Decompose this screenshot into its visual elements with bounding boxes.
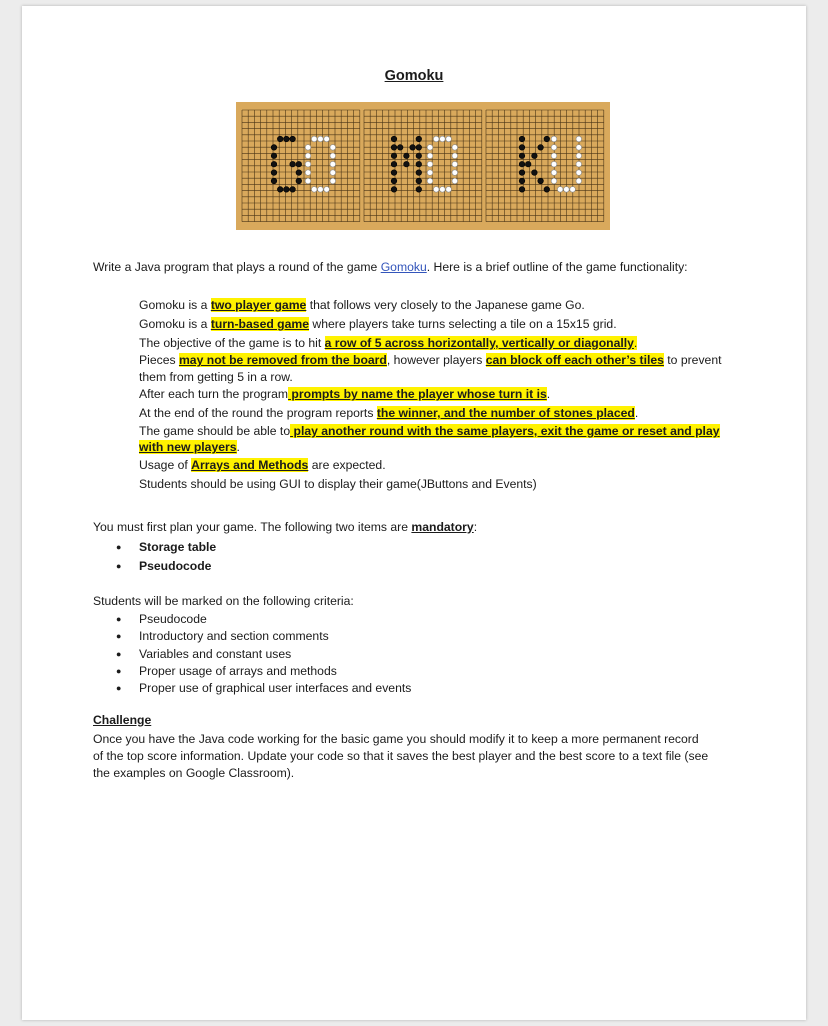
stone (557, 187, 563, 193)
stone (452, 170, 458, 176)
stone (330, 161, 336, 167)
stone (397, 145, 403, 151)
stone (416, 178, 422, 184)
stone (305, 161, 311, 167)
stone (271, 170, 277, 176)
stone (290, 187, 296, 193)
stone (576, 161, 582, 167)
gomoku-board-svg (236, 102, 610, 230)
stone (271, 161, 277, 167)
challenge-line: of the top score information. Update your code so that it saves the best player and the best score to a text file (see (93, 749, 709, 763)
stone (551, 178, 557, 184)
stone (284, 187, 290, 193)
outline-line: with new players. (139, 440, 240, 455)
list-item: ● Proper use of graphical user interfaces and events (93, 680, 411, 697)
list-item: ● Storage table (93, 538, 216, 557)
stone (551, 153, 557, 159)
outline-line: The objective of the game is to hit a row of 5 across horizontally, vertically or diagonally. (139, 335, 638, 350)
stone (576, 136, 582, 142)
challenge-heading: Challenge (93, 713, 152, 727)
stone (416, 170, 422, 176)
stone (305, 170, 311, 176)
stone (427, 178, 433, 184)
list-item: ● Proper usage of arrays and methods (93, 663, 411, 680)
stone (296, 178, 302, 184)
stone (427, 153, 433, 159)
outline-line: Students should be using GUI to display their game(JButtons and Events) (139, 476, 537, 491)
criteria-list (93, 611, 411, 697)
stone (271, 145, 277, 151)
stone (576, 170, 582, 176)
stone (446, 187, 452, 193)
plan-paragraph: You must first plan your game. The following two items are mandatory: (93, 520, 478, 534)
stone (538, 178, 544, 184)
stone (311, 136, 317, 142)
challenge-line: the examples on Google Classroom). (93, 766, 295, 780)
page-title: Gomoku (384, 68, 444, 84)
stone (532, 153, 538, 159)
stone (330, 178, 336, 184)
criteria-heading: Students will be marked on the following criteria: (93, 594, 354, 608)
stone (391, 161, 397, 167)
game-outline (139, 296, 722, 494)
stone (551, 136, 557, 142)
stone (296, 161, 302, 167)
challenge-paragraph (93, 731, 708, 782)
stone (318, 187, 324, 193)
stone (277, 136, 283, 142)
stone (324, 187, 330, 193)
stone (544, 187, 550, 193)
stone (532, 170, 538, 176)
stone (330, 170, 336, 176)
list-item: ● Introductory and section comments (93, 628, 411, 645)
stone (440, 187, 446, 193)
stone (391, 178, 397, 184)
stone (452, 145, 458, 151)
stone (271, 178, 277, 184)
stone (305, 145, 311, 151)
stone (330, 153, 336, 159)
stone (576, 153, 582, 159)
stone (433, 136, 439, 142)
stone (564, 187, 570, 193)
stone (519, 145, 525, 151)
stone (427, 170, 433, 176)
stone (416, 161, 422, 167)
stone (427, 161, 433, 167)
stone (576, 145, 582, 151)
stone (525, 161, 531, 167)
outline-line: Gomoku is a two player game that follows very closely to the Japanese game Go. (139, 298, 585, 312)
stone (416, 153, 422, 159)
stone (290, 136, 296, 142)
stone (305, 153, 311, 159)
stone (305, 178, 311, 184)
stone (427, 145, 433, 151)
stone (416, 187, 422, 193)
outline-line: The game should be able to play another round with the same players, exit the game or reset and play (139, 423, 720, 438)
outline-line: Gomoku is a turn-based game where players take turns selecting a tile on a 15x15 grid. (139, 316, 617, 331)
stone (391, 136, 397, 142)
mandatory-label: mandatory (411, 520, 474, 534)
gomoku-board-image (236, 102, 610, 230)
stone (538, 145, 544, 151)
stone (452, 161, 458, 167)
stone (391, 187, 397, 193)
stone (311, 187, 317, 193)
list-item: ● Variables and constant uses (93, 646, 411, 663)
stone (544, 136, 550, 142)
list-item: ● Pseudocode (93, 611, 411, 628)
stone (576, 178, 582, 184)
outline-line: Pieces may not be removed from the board, however players can block off each other’s tiles to prevent (139, 353, 722, 368)
stone (551, 170, 557, 176)
outline-line: After each turn the program prompts by name the player whose turn it is. (139, 387, 551, 402)
outline-line: At the end of the round the program reports the winner, and the number of stones placed. (139, 406, 639, 421)
document-page (22, 6, 806, 1020)
stone (519, 170, 525, 176)
stone (551, 145, 557, 151)
stone (391, 170, 397, 176)
stone (440, 136, 446, 142)
stone (330, 145, 336, 151)
stone (284, 136, 290, 142)
outline-line: them from getting 5 in a row. (139, 369, 293, 384)
stone (519, 161, 525, 167)
stone (404, 153, 410, 159)
challenge-line: Once you have the Java code working for the basic game you should modify it to keep a more permanent record (93, 732, 699, 746)
stone (519, 153, 525, 159)
stone (290, 161, 296, 167)
stone (570, 187, 576, 193)
stone (391, 145, 397, 151)
stone (452, 178, 458, 184)
stone (416, 145, 422, 151)
outline-line: Usage of Arrays and Methods are expected. (139, 457, 386, 472)
stone (519, 136, 525, 142)
gomoku-link[interactable]: Gomoku (380, 260, 427, 274)
intro-paragraph: Write a Java program that plays a round of the game Gomoku. Here is a brief outline of the game functionality: (93, 260, 688, 274)
stone (416, 136, 422, 142)
stone (404, 161, 410, 167)
stone (391, 153, 397, 159)
stone (519, 178, 525, 184)
stone (433, 187, 439, 193)
stone (324, 136, 330, 142)
stone (519, 187, 525, 193)
stone (551, 161, 557, 167)
list-item: ● Pseudocode (93, 557, 216, 576)
stone (410, 145, 416, 151)
stone (446, 136, 452, 142)
stone (318, 136, 324, 142)
mandatory-list (93, 538, 216, 576)
stone (452, 153, 458, 159)
stone (296, 170, 302, 176)
stone (271, 153, 277, 159)
stone (277, 187, 283, 193)
